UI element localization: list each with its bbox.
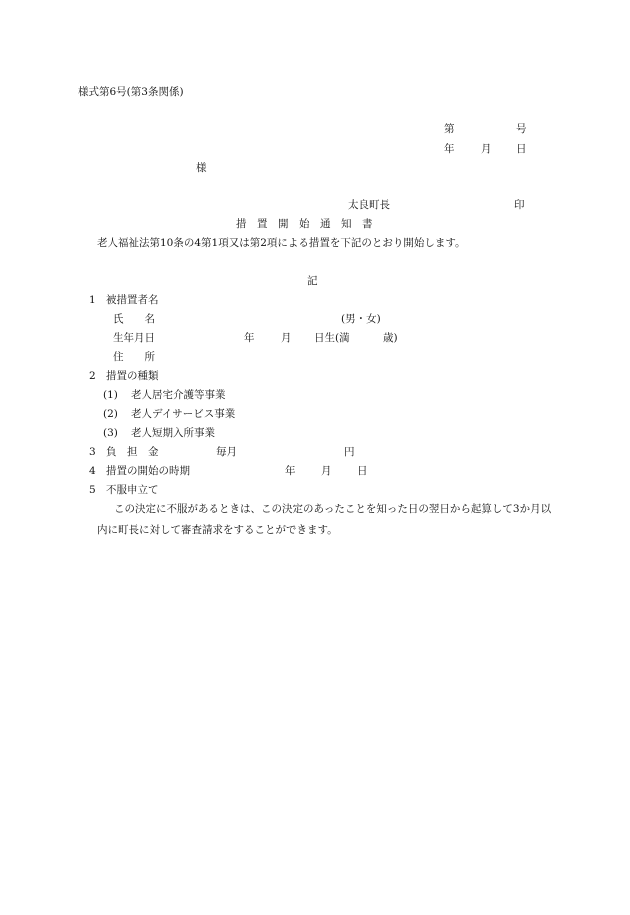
type-1-number: (1) xyxy=(103,389,118,401)
type-2-label: 老人デイサービス事業 xyxy=(131,408,236,420)
item-2-number: 2 xyxy=(89,370,96,382)
intro-text: 老人福祉法第10条の4第1項又は第2項による措置を下記のとおり開始します。 xyxy=(97,237,466,249)
item-3-label: 負 担 金 xyxy=(106,446,159,458)
item-5-number: 5 xyxy=(89,484,96,496)
monthly-label: 毎月 xyxy=(216,446,237,458)
item-4-label: 措置の開始の時期 xyxy=(106,465,190,477)
item-3-number: 3 xyxy=(89,446,96,458)
birth-month-label: 月 xyxy=(281,332,292,344)
yen-label: 円 xyxy=(344,446,355,458)
type-3-number: (3) xyxy=(103,427,118,439)
type-2-number: (2) xyxy=(103,408,118,420)
item-1-number: 1 xyxy=(89,294,96,306)
form-title: 様式第6号(第3条関係) xyxy=(78,86,184,98)
item-4-number: 4 xyxy=(89,465,96,477)
addressee-suffix: 様 xyxy=(196,162,207,174)
type-3-label: 老人短期入所事業 xyxy=(131,427,215,439)
date-month-label: 月 xyxy=(481,143,492,155)
seal-mark: 印 xyxy=(514,199,525,211)
number-label-dai: 第 xyxy=(444,123,455,135)
birthdate-label: 生年月日 xyxy=(113,332,155,344)
address-label: 住 所 xyxy=(113,351,155,363)
issuer-name: 太良町長 xyxy=(348,199,390,211)
date-day-label: 日 xyxy=(516,143,527,155)
start-month-label: 月 xyxy=(321,465,332,477)
birth-day-age-label: 日生(満 xyxy=(314,332,350,344)
gender-field: (男・女) xyxy=(341,313,381,325)
item-2-label: 措置の種類 xyxy=(106,370,159,382)
name-label: 氏 名 xyxy=(113,313,155,325)
number-label-go: 号 xyxy=(516,123,527,135)
birth-year-label: 年 xyxy=(244,332,255,344)
age-unit-label: 歳) xyxy=(383,332,398,344)
type-1-label: 老人居宅介護等事業 xyxy=(131,389,226,401)
date-year-label: 年 xyxy=(444,143,455,155)
start-day-label: 日 xyxy=(357,465,368,477)
item-5-label: 不服申立て xyxy=(106,484,159,496)
appeal-paragraph: この決定に不服があるときは、この決定のあったことを知った日の翌日から起算して3か月以内に町長に対して審査請求をすることができます。 xyxy=(97,503,552,536)
item-1-label: 被措置者名 xyxy=(106,294,159,306)
ki-label: 記 xyxy=(307,275,318,287)
start-year-label: 年 xyxy=(285,465,296,477)
document-title: 措 置 開 始 通 知 書 xyxy=(236,218,373,230)
